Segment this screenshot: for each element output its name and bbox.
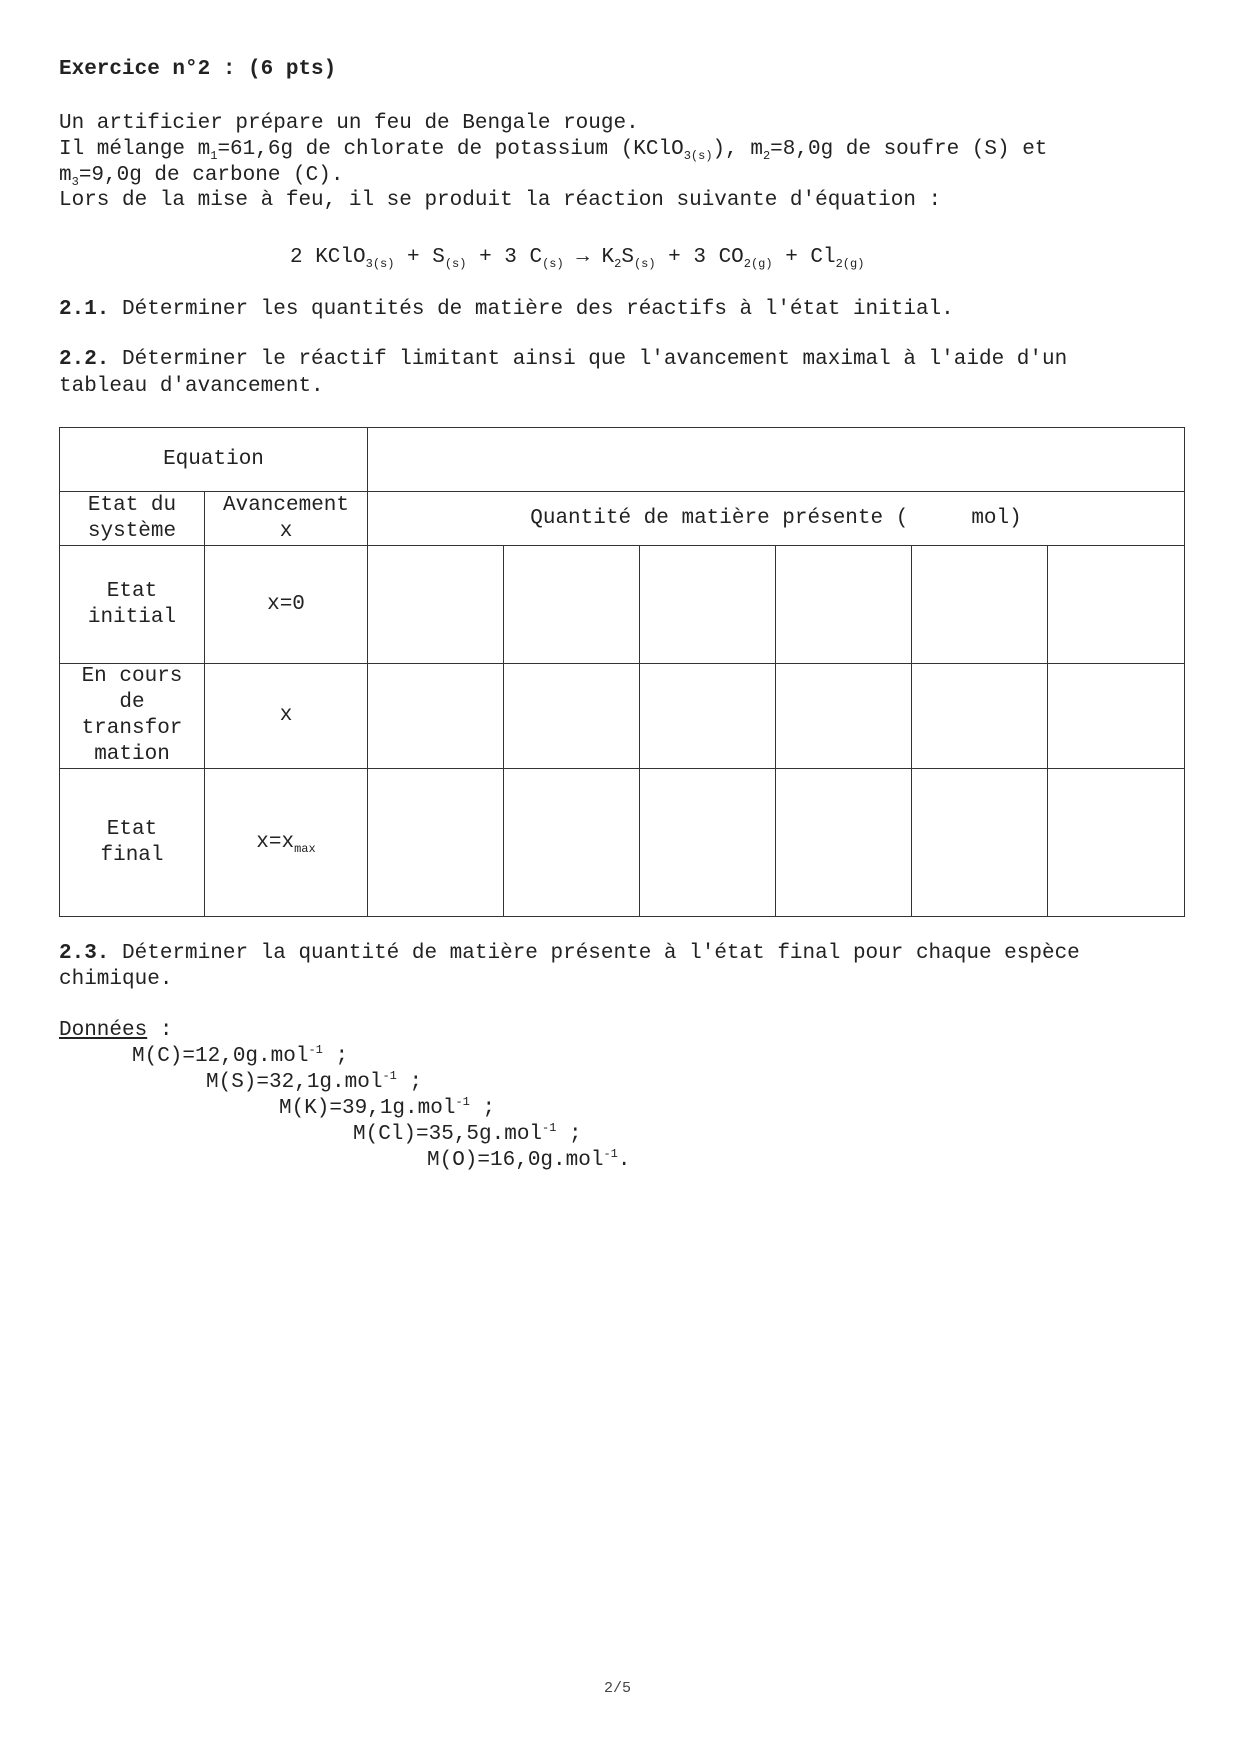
table-header-row xyxy=(60,492,1185,546)
intro-line-1: Un artificier prépare un feu de Bengale rouge. xyxy=(59,112,639,135)
answer-cell[interactable] xyxy=(776,664,912,769)
quantity-header-cell: Quantité de matière présente ( mol) xyxy=(368,492,1185,546)
answer-cell[interactable] xyxy=(368,546,504,664)
answer-cell[interactable] xyxy=(912,546,1048,664)
molar-mass-cl: M(Cl)=35,5g.mol$^{-1}$ ; xyxy=(353,1121,582,1146)
x-cell-intermediate: x xyxy=(205,664,368,769)
answer-cell[interactable] xyxy=(504,546,640,664)
table-row-intermediate xyxy=(60,664,1185,769)
equation-input-cell[interactable] xyxy=(368,428,1185,492)
avancement-header-cell: Avancement x xyxy=(205,492,368,546)
reaction-arrow: → xyxy=(576,246,589,269)
question-2-2: 2.2. Déterminer le réactif limitant ainsi que l'avancement maximal à l'aide d'un xyxy=(59,348,1068,371)
etat-header-cell: Etat du système xyxy=(60,492,205,546)
intro-line-4: Lors de la mise à feu, il se produit la réaction suivante d'équation : xyxy=(59,189,942,212)
intro-line-3: $m_3=9,0g$ de carbone (C). xyxy=(59,164,344,190)
x-cell-initial: x=0 xyxy=(205,546,368,664)
state-cell-intermediate: En cours de transfor mation xyxy=(60,664,205,769)
answer-cell[interactable] xyxy=(368,769,504,917)
table-equation-row xyxy=(60,428,1185,492)
state-cell-final: Etat final xyxy=(60,769,205,917)
reaction-equation: 2 KClO$_{3(s)}$ + $S_{(s)} + 3$ $C_{(s)} \to K_2S_{(s)} + 3$ $CO_{2(g)} + Cl_{2(g)}$ xyxy=(290,246,865,272)
answer-cell[interactable] xyxy=(1048,769,1185,917)
answer-cell[interactable] xyxy=(1048,546,1185,664)
molar-mass-k: M(K)=39,1g.mol$^{-1}$ ; xyxy=(279,1095,496,1120)
advancement-table xyxy=(59,427,1185,917)
molar-mass-c: M(C)=12,0g.mol$^{-1}$ ; xyxy=(132,1043,349,1068)
answer-cell[interactable] xyxy=(640,546,776,664)
table-row-initial xyxy=(60,546,1185,664)
question-2-1: 2.1. Déterminer les quantités de matière des réactifs à l'état initial. xyxy=(59,298,954,321)
question-2-2-cont: tableau d'avancement. xyxy=(59,375,324,398)
answer-cell[interactable] xyxy=(640,664,776,769)
equation-header-cell: Equation xyxy=(60,428,368,492)
answer-cell[interactable] xyxy=(912,664,1048,769)
answer-cell[interactable] xyxy=(1048,664,1185,769)
state-cell-initial: Etat initial xyxy=(60,546,205,664)
answer-cell[interactable] xyxy=(504,769,640,917)
question-2-3: 2.3. Déterminer la quantité de matière présente à l'état final pour chaque espèce xyxy=(59,942,1080,965)
molar-mass-s: M(S)=32,1g.mol$^{-1}$ ; xyxy=(206,1069,423,1094)
answer-cell[interactable] xyxy=(504,664,640,769)
table-row-final xyxy=(60,769,1185,917)
answer-cell[interactable] xyxy=(776,769,912,917)
page-number: 2/5 xyxy=(604,1680,632,1697)
exercise-title: Exercice n°2 : (6 pts) xyxy=(59,58,337,81)
intro-line-2: Il mélange $m_1=61,6g$ de chlorate de potassium (KClO$_{3(s)}$), $m_2=8,0g$ de soufre (S) et xyxy=(59,138,1048,164)
data-heading: Données : xyxy=(59,1019,173,1042)
question-2-3-cont: chimique. xyxy=(59,968,173,991)
answer-cell[interactable] xyxy=(640,769,776,917)
answer-cell[interactable] xyxy=(776,546,912,664)
molar-mass-o: M(O)=16,0g.mol$^{-1}$. xyxy=(427,1147,631,1172)
x-cell-final: $x=x_{max}$ xyxy=(205,769,368,917)
answer-cell[interactable] xyxy=(912,769,1048,917)
answer-cell[interactable] xyxy=(368,664,504,769)
